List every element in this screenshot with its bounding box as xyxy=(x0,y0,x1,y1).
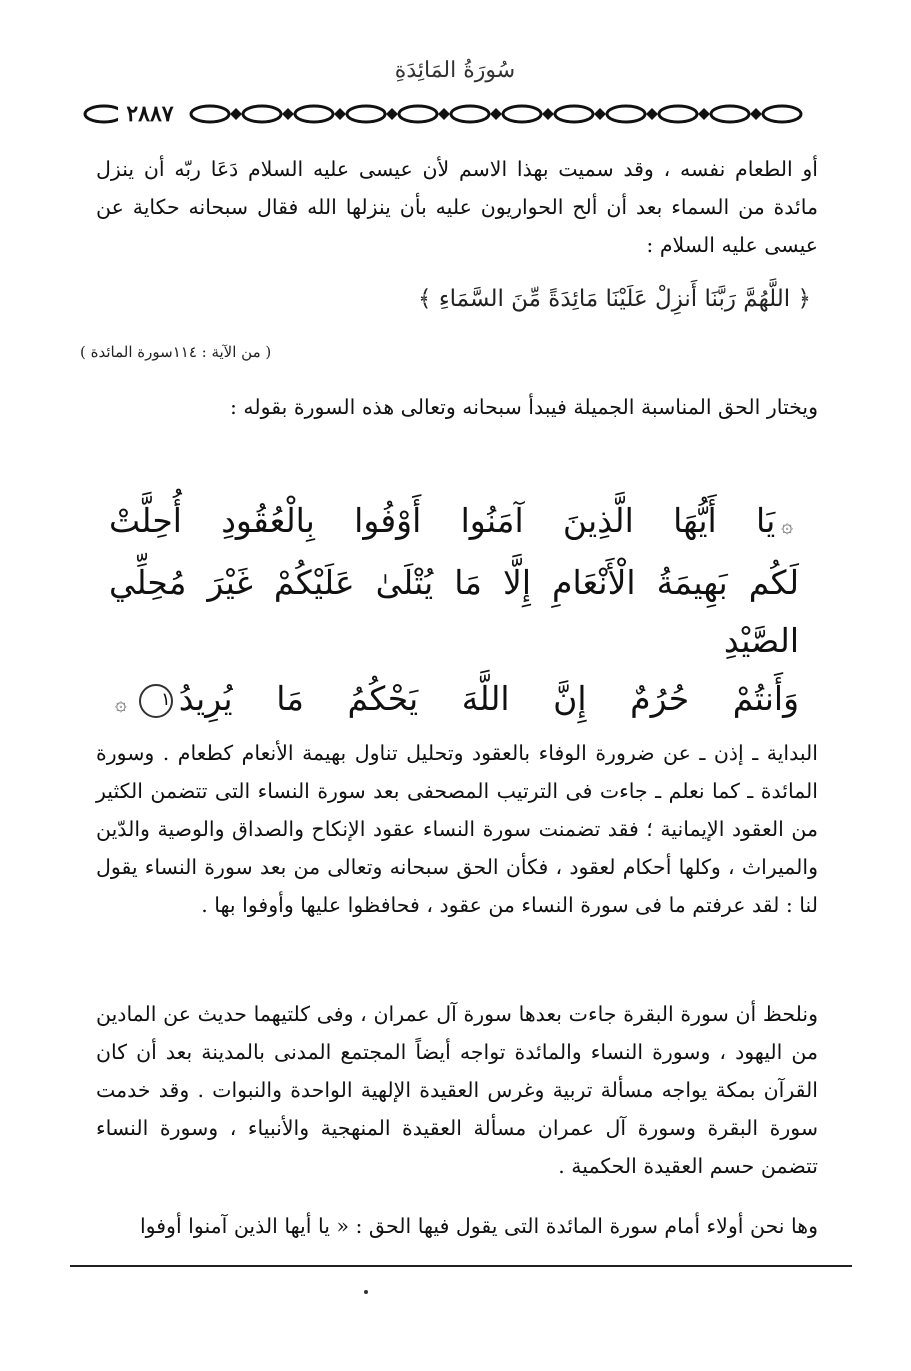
verse-citation: ( من الآية : ١١٤سورة المائدة ) xyxy=(80,343,272,361)
verse-end-ornament-icon: ۞ xyxy=(115,691,127,715)
chain-oval-icon xyxy=(243,106,281,122)
chain-diamond-icon xyxy=(542,108,554,120)
chain-diamond-icon xyxy=(386,108,398,120)
paragraph-transition: ويختار الحق المناسبة الجميلة فيبدأ سبحانه وتعالى هذه السورة بقوله : xyxy=(230,395,818,419)
chain-oval-icon xyxy=(555,106,593,122)
chain-diamond-icon xyxy=(438,108,450,120)
verse-line-1-text: يَا أَيُّهَا الَّذِينَ آمَنُوا أَوْفُوا بِالْعُقُودِ أُحِلَّتْ xyxy=(109,501,776,540)
footer-rule xyxy=(70,1265,852,1267)
verse-line-3 xyxy=(109,670,799,732)
quoted-verse: ﴿ اللَّهُمَّ رَبَّنَا أَنزِلْ عَلَيْنَا مَائِدَةً مِّنَ السَّمَاءِ ﴾ xyxy=(418,286,811,312)
paragraph-surahs-order: ونلحظ أن سورة البقرة جاءت بعدها سورة آل عمران ، وفى كلتيهما حديث عن المادين من اليهود ، وسورة النساء والمائدة تواجه أيضاً المجتمع المدنى بالمدينة بعد أن كان القرآن بمكة يواجه مسألة تربية وغرس العقيدة الإلهية الواحدة والنبوات . وقد خدمت سورة البقرة وسورة آل عمران مسألة العقيدة المنهجية والأنبياء ، وسورة النساء تتضمن حسم العقيدة الحكمية . xyxy=(96,1002,818,1178)
chain-diamond-icon xyxy=(594,108,606,120)
surah-title: سُورَةُ المَائِدَةِ xyxy=(394,58,516,83)
chain-oval-icon xyxy=(347,106,385,122)
chain-oval-icon xyxy=(763,106,801,122)
footer-dot xyxy=(364,1290,368,1294)
paragraph-intro: أو الطعام نفسه ، وقد سميت بهذا الاسم لأن عيسى عليه السلام دَعَا ربّه أن ينزل مائدة من السماء بعد أن ألح الحواريون عليه بأن ينزلها الله فقال سبحانه حكاية عن عيسى عليه السلام : xyxy=(96,157,818,257)
verse-line-1 xyxy=(109,492,799,554)
paragraph-contracts: البداية ـ إذن ـ عن ضرورة الوفاء بالعقود وتحليل تناول بهيمة الأنعام كطعام . وسورة المائدة ـ كما نعلم ـ جاءت فى الترتيب المصحفى بعد سورة النساء التى تتضمن الكثير من العقود الإيمانية ؛ فقد تضمنت سورة النساء عقود الإنكاح والصداق والوصية والدّين والميراث ، وكلها أحكام لعقود ، فكأن الحق سبحانه وتعالى من بعد سورة النساء يقول لنا : لقد عرفتم ما فى سورة النساء من عقود ، فحافظوا عليها وأوفوا بها . xyxy=(96,741,818,917)
chain-diamond-icon xyxy=(490,108,502,120)
main-verse-block xyxy=(109,492,799,732)
chain-diamond-icon xyxy=(334,108,346,120)
chain-diamond-icon xyxy=(750,108,762,120)
chain-oval-icon xyxy=(503,106,541,122)
verse-line-3-text: وَأَنتُمْ حُرُمٌ إِنَّ اللَّهَ يَحْكُمُ مَا يُرِيدُ xyxy=(178,679,799,718)
chain-diamond-icon xyxy=(698,108,710,120)
chain-diamond-icon xyxy=(230,108,242,120)
chain-oval-icon xyxy=(295,106,333,122)
chain-oval-icon xyxy=(451,106,489,122)
chain-diamond-icon xyxy=(282,108,294,120)
verse-number-marker: ١ xyxy=(139,684,173,718)
chain-diamond-icon xyxy=(646,108,658,120)
paragraph-closing: وها نحن أولاء أمام سورة المائدة التى يقول فيها الحق : « يا أيها الذين آمنوا أوفوا xyxy=(139,1214,818,1238)
verse-line-2: لَكُم بَهِيمَةُ الْأَنْعَامِ إِلَّا مَا يُتْلَىٰ عَلَيْكُمْ غَيْرَ مُحِلِّي الصَّيْدِ xyxy=(109,563,799,660)
chain-oval-icon xyxy=(711,106,749,122)
chain-oval-icon xyxy=(399,106,437,122)
header-ornament-band xyxy=(80,96,850,132)
chain-oval-icon xyxy=(607,106,645,122)
chain-oval-icon xyxy=(659,106,697,122)
verse-start-ornament-icon: ۞ xyxy=(781,513,793,537)
chain-oval-icon xyxy=(191,106,229,122)
page-number: ٢٨٨٧ xyxy=(118,96,182,132)
